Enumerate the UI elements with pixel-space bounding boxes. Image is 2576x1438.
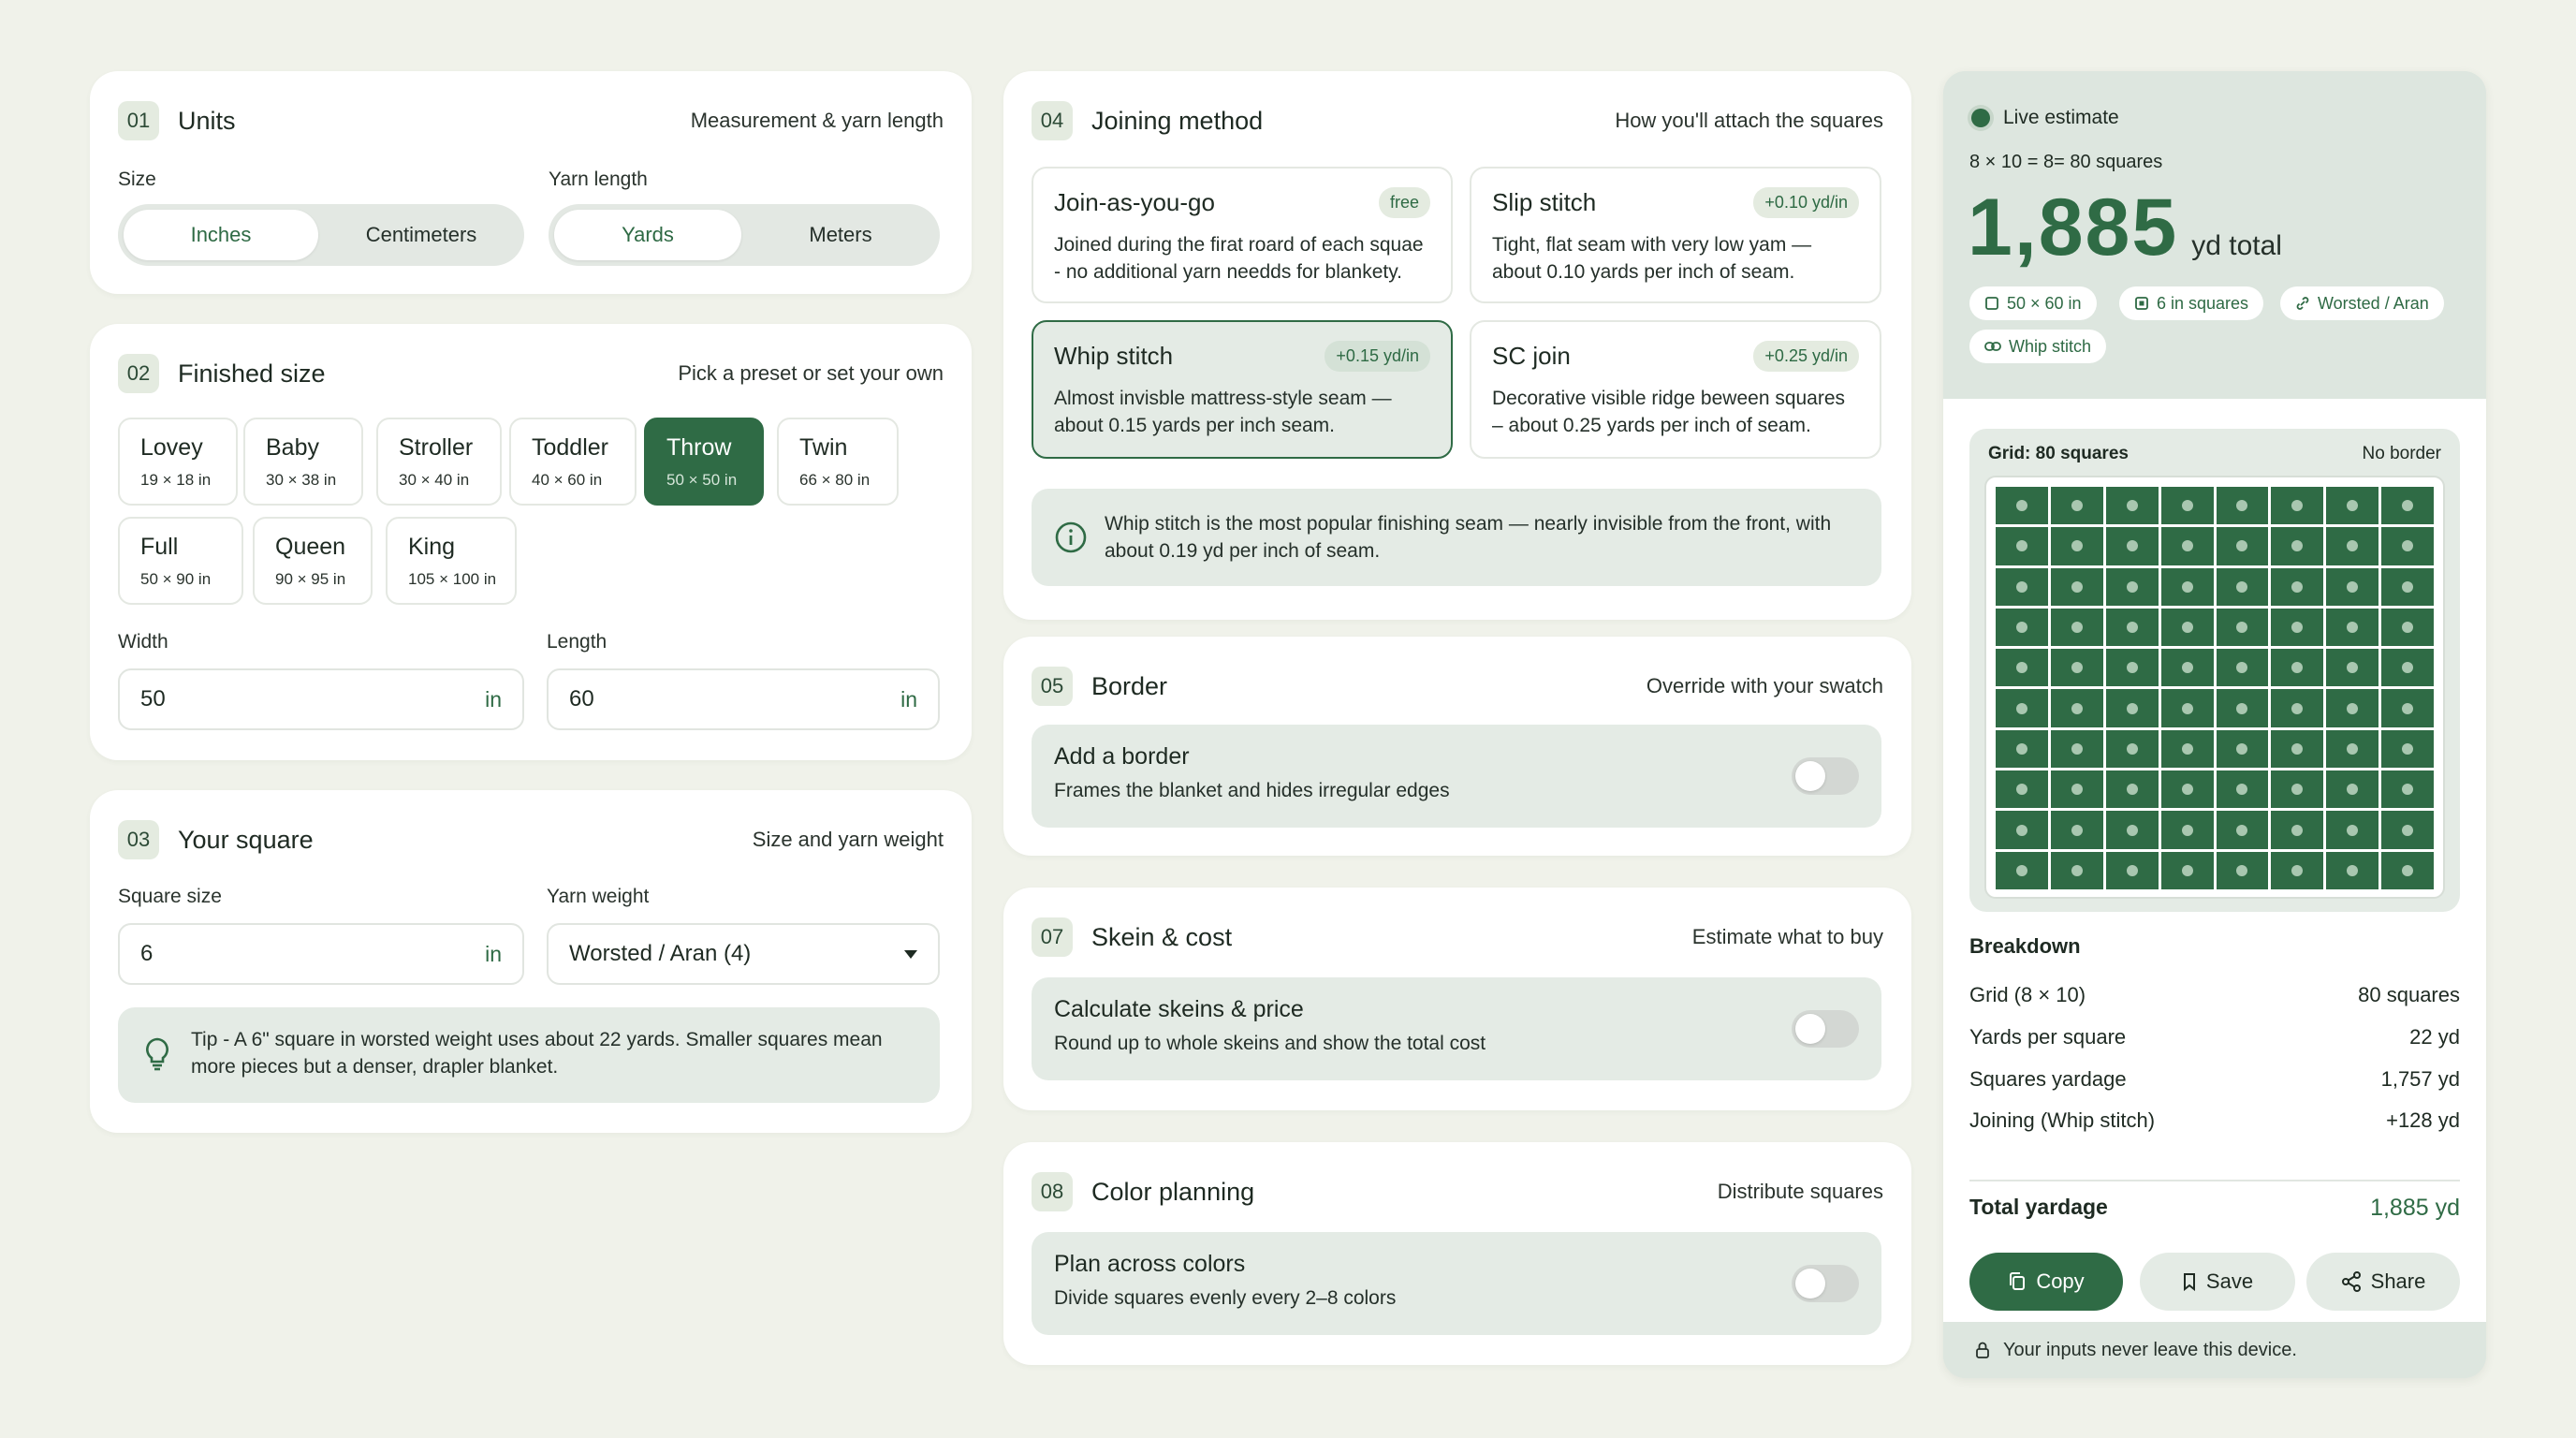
section-title: Skein & cost xyxy=(1091,922,1233,951)
chip-square-size xyxy=(2119,286,2263,320)
border-header xyxy=(1032,665,1883,708)
live-dot-icon xyxy=(1971,109,1990,127)
total-number: 1,885 xyxy=(1968,183,2179,272)
section-title: Your square xyxy=(178,825,314,854)
grid-square xyxy=(1996,730,2048,768)
breakdown-divider xyxy=(1969,1180,2460,1181)
crop-icon xyxy=(1984,296,1999,311)
section-number: 04 xyxy=(1032,101,1073,140)
section-number: 08 xyxy=(1032,1172,1073,1211)
grid-square xyxy=(1996,487,2048,524)
copy-label: Copy xyxy=(2036,1269,2085,1293)
grid-square xyxy=(2106,487,2159,524)
section-subtitle: How you'll attach the squares xyxy=(1615,109,1883,132)
grid-square xyxy=(2051,811,2103,848)
square-icon xyxy=(2134,296,2149,311)
section-number: 05 xyxy=(1032,667,1073,706)
grid-square xyxy=(2271,689,2323,726)
join-name: SC join xyxy=(1492,342,1571,370)
join-name: Join-as-you-go xyxy=(1054,188,1215,216)
section-title: Units xyxy=(178,106,236,135)
chip-yarn-weight xyxy=(2280,286,2444,320)
grid-square xyxy=(2326,770,2378,808)
live-label: Live estimate xyxy=(2003,107,2119,128)
grid-square xyxy=(2381,811,2434,848)
estimate-header xyxy=(1943,71,2486,399)
switch-knob xyxy=(1795,1014,1825,1044)
yarn-unit-toggle xyxy=(549,204,940,266)
square-size-value: 6 xyxy=(140,941,154,966)
yarn-length-label: Yarn length xyxy=(549,169,648,190)
preset-queen[interactable] xyxy=(253,517,373,605)
preset-name: Full xyxy=(140,534,179,560)
breakdown-row xyxy=(1969,1067,2460,1092)
grid-square xyxy=(2051,689,2103,726)
join-name: Whip stitch xyxy=(1054,342,1174,370)
section-title: Color planning xyxy=(1091,1177,1255,1206)
grid-square xyxy=(1996,852,2048,889)
grid-square xyxy=(2381,689,2434,726)
border-card xyxy=(1003,637,1911,856)
size-label: Size xyxy=(118,169,156,190)
grid-square xyxy=(2217,649,2269,686)
grid-square xyxy=(2381,487,2434,524)
toggle-desc: Frames the blanket and hides irregular edges xyxy=(1054,780,1450,801)
grid-square xyxy=(2271,770,2323,808)
grid-square xyxy=(2217,487,2269,524)
join-option-sc-join[interactable] xyxy=(1470,320,1881,459)
grid-square xyxy=(2217,770,2269,808)
breakdown-label: Joining (Whip stitch) xyxy=(1969,1108,2156,1132)
grid-square xyxy=(2381,527,2434,565)
breakdown-label: Squares yardage xyxy=(1969,1067,2127,1091)
border-toggle-row[interactable] xyxy=(1032,725,1881,828)
skein-card xyxy=(1003,888,1911,1110)
preset-king[interactable] xyxy=(386,517,517,605)
preset-dims: 30 × 40 in xyxy=(399,471,470,489)
share-label: Share xyxy=(2370,1269,2426,1293)
grid-square xyxy=(2326,852,2378,889)
preset-dims: 19 × 18 in xyxy=(140,471,212,489)
grid-square xyxy=(2271,568,2323,606)
toggle-desc: Round up to whole skeins and show the total cost xyxy=(1054,1033,1486,1054)
preset-name: Twin xyxy=(799,434,848,461)
grid-square xyxy=(2161,689,2214,726)
breakdown-row xyxy=(1969,983,2460,1007)
section-number: 02 xyxy=(118,354,159,393)
bookmark-icon xyxy=(2182,1272,2197,1291)
color-card xyxy=(1003,1142,1911,1365)
grid-square xyxy=(2217,730,2269,768)
finished-size-card xyxy=(90,324,972,760)
grid-square xyxy=(2381,649,2434,686)
grid-square xyxy=(2381,770,2434,808)
section-subtitle: Measurement & yarn length xyxy=(690,109,944,132)
grid-square xyxy=(2051,649,2103,686)
square-size-label: Square size xyxy=(118,886,222,907)
preset-name: Toddler xyxy=(532,434,608,461)
units-card xyxy=(90,71,972,294)
grid-square xyxy=(2326,649,2378,686)
section-title: Border xyxy=(1091,671,1168,700)
grid-square xyxy=(2161,609,2214,646)
size-option-inches[interactable]: Inches xyxy=(124,210,318,260)
breakdown-value: 22 yd xyxy=(2409,1025,2460,1049)
preset-dims: 40 × 60 in xyxy=(532,471,603,489)
section-subtitle: Distribute squares xyxy=(1717,1180,1883,1203)
preset-throw[interactable] xyxy=(644,418,764,506)
tip-text: Tip - A 6" square in worsted weight uses about 22 yards. Smaller squares mean more pieces but a denser, drapler blanket. xyxy=(191,1029,883,1078)
chip-dimensions xyxy=(1969,286,2097,320)
breakdown-value: 1,757 yd xyxy=(2380,1067,2460,1091)
yarn-weight-select[interactable] xyxy=(547,923,940,985)
grid-square xyxy=(2051,527,2103,565)
section-number: 07 xyxy=(1032,917,1073,957)
grid-square xyxy=(2051,487,2103,524)
joining-card xyxy=(1003,71,1911,620)
grid-square xyxy=(2381,852,2434,889)
breakdown-row xyxy=(1969,1025,2460,1049)
total-yardage-value: 1,885 yd xyxy=(2370,1195,2460,1221)
grid-square xyxy=(2161,527,2214,565)
total-estimate xyxy=(1968,182,2282,274)
grid-square xyxy=(2326,609,2378,646)
save-button[interactable] xyxy=(2140,1253,2295,1311)
grid-square xyxy=(2326,730,2378,768)
toggle-title: Add a border xyxy=(1054,743,1190,770)
total-yardage-label: Total yardage xyxy=(1969,1195,2108,1219)
grid-square xyxy=(2106,852,2159,889)
link-icon xyxy=(2295,296,2310,311)
join-desc: Tight, flat seam with very low yam — about 0.10 yards per inch of seam. xyxy=(1492,234,1812,283)
toggle-title: Calculate skeins & price xyxy=(1054,996,1304,1022)
total-yardage-row xyxy=(1969,1195,2460,1222)
preset-dims: 30 × 38 in xyxy=(266,471,337,489)
section-subtitle: Size and yarn weight xyxy=(752,828,944,851)
grid-square xyxy=(2051,852,2103,889)
join-badge: free xyxy=(1379,187,1430,218)
join-option-slip-stitch[interactable] xyxy=(1470,167,1881,303)
preset-dims: 105 × 100 in xyxy=(408,570,497,588)
grid-square xyxy=(2106,730,2159,768)
chip-text: 50 × 60 in xyxy=(2007,293,2082,313)
breakdown-row xyxy=(1969,1108,2460,1133)
grid-square xyxy=(2161,649,2214,686)
join-name: Slip stitch xyxy=(1492,188,1597,216)
breakdown-value: +128 yd xyxy=(2386,1108,2460,1132)
copy-button[interactable] xyxy=(1969,1253,2123,1311)
grid-square xyxy=(2326,527,2378,565)
joining-info-text: Whip stitch is the most popular finishing seam — nearly invisible from the front, with about 0.19 yd per inch of seam. xyxy=(1105,513,1832,562)
breakdown-label: Yards per square xyxy=(1969,1025,2127,1049)
grid-square xyxy=(2271,527,2323,565)
live-indicator xyxy=(1971,107,2119,129)
grid-square xyxy=(2326,568,2378,606)
grid-square xyxy=(2271,487,2323,524)
info-icon xyxy=(1054,521,1088,554)
grid-square xyxy=(2381,568,2434,606)
grid-square xyxy=(2381,609,2434,646)
chain-icon xyxy=(1984,340,2001,353)
join-option-join-as-you-go[interactable] xyxy=(1032,167,1453,303)
border-status: No border xyxy=(2362,444,2441,463)
join-badge: +0.10 yd/in xyxy=(1753,187,1859,218)
preset-dims: 90 × 95 in xyxy=(275,570,346,588)
grid-square xyxy=(2161,730,2214,768)
grid-square xyxy=(1996,770,2048,808)
grid-square xyxy=(2217,811,2269,848)
preset-full[interactable] xyxy=(118,517,243,605)
grid-square xyxy=(2217,689,2269,726)
section-subtitle: Estimate what to buy xyxy=(1691,925,1883,948)
preset-dims: 50 × 50 in xyxy=(666,471,738,489)
grid-square xyxy=(2106,770,2159,808)
grid-square xyxy=(2106,527,2159,565)
privacy-footer xyxy=(1943,1322,2486,1378)
grid-frame xyxy=(1984,476,2445,899)
grid-square xyxy=(2051,770,2103,808)
grid-square xyxy=(2326,811,2378,848)
grid-square xyxy=(2051,730,2103,768)
estimate-panel xyxy=(1943,71,2486,1378)
grid-square xyxy=(2051,609,2103,646)
breakdown-label: Grid (8 × 10) xyxy=(1969,983,2086,1006)
grid-square xyxy=(2106,568,2159,606)
grid-square xyxy=(2106,689,2159,726)
switch-knob xyxy=(1795,1269,1825,1299)
grid-square xyxy=(2271,852,2323,889)
grid-square xyxy=(1996,568,2048,606)
length-input[interactable] xyxy=(547,668,940,730)
grid-square xyxy=(2217,609,2269,646)
preset-name: Queen xyxy=(275,534,346,560)
chip-join-method xyxy=(1969,330,2106,363)
join-badge: +0.25 yd/in xyxy=(1753,341,1859,372)
save-label: Save xyxy=(2205,1269,2254,1293)
finished-header xyxy=(118,352,944,395)
grid-square xyxy=(2106,649,2159,686)
grid-square xyxy=(2271,811,2323,848)
grid-square xyxy=(2161,487,2214,524)
grid-square xyxy=(2106,609,2159,646)
grid-square xyxy=(2271,730,2323,768)
grid-square xyxy=(2161,770,2214,808)
grid-square xyxy=(2161,568,2214,606)
chevron-down-icon xyxy=(904,950,917,959)
chip-text: 6 in squares xyxy=(2157,293,2249,313)
grid-square xyxy=(2217,852,2269,889)
color-header xyxy=(1032,1170,1883,1213)
border-switch[interactable] xyxy=(1792,757,1859,795)
grid-square xyxy=(2051,568,2103,606)
preset-toddler[interactable] xyxy=(509,418,637,506)
grid-square xyxy=(2161,852,2214,889)
share-icon xyxy=(2341,1271,2362,1292)
skein-toggle-row[interactable] xyxy=(1032,977,1881,1080)
lock-icon xyxy=(1975,1341,1990,1359)
share-button[interactable] xyxy=(2306,1253,2460,1311)
square-size-unit: in xyxy=(485,941,502,966)
size-option-centimeters[interactable]: Centimeters xyxy=(365,223,477,246)
size-unit-toggle xyxy=(118,204,524,266)
join-desc: Decorative visible ridge beween squares – about 0.25 yards per inch of seam. xyxy=(1492,388,1846,436)
length-unit: in xyxy=(900,686,917,712)
switch-knob xyxy=(1795,761,1825,791)
square-grid xyxy=(1996,487,2434,889)
grid-square xyxy=(1996,811,2048,848)
yarn-weight-value: Worsted / Aran (4) xyxy=(569,941,752,966)
width-label: Width xyxy=(118,631,168,653)
skein-switch[interactable] xyxy=(1792,1010,1859,1048)
grid-square xyxy=(2161,811,2214,848)
preset-lovey[interactable] xyxy=(118,418,238,506)
grid-label: Grid: 80 squares xyxy=(1988,444,2129,463)
section-title: Finished size xyxy=(178,359,326,388)
grid-square xyxy=(2381,730,2434,768)
privacy-text: Your inputs never leave this device. xyxy=(2003,1339,2297,1360)
grid-square xyxy=(2271,609,2323,646)
section-subtitle: Override with your swatch xyxy=(1646,674,1883,697)
copy-icon xyxy=(2008,1271,2027,1292)
skein-header xyxy=(1032,916,1883,959)
grid-square xyxy=(2106,811,2159,848)
grid-square xyxy=(2271,649,2323,686)
section-title: Joining method xyxy=(1091,106,1264,135)
units-header xyxy=(118,99,944,142)
preset-baby[interactable] xyxy=(243,418,363,506)
square-header xyxy=(118,818,944,861)
square-size-input[interactable] xyxy=(118,923,524,985)
preset-name: Throw xyxy=(666,434,732,461)
yarn-option-yards[interactable]: Yards xyxy=(554,210,741,260)
preset-dims: 50 × 90 in xyxy=(140,570,212,588)
section-number: 03 xyxy=(118,820,159,859)
join-desc: Joined during the firat roard of each squae - no additional yarn needds for blankety. xyxy=(1054,234,1424,283)
chip-text: Worsted / Aran xyxy=(2318,293,2429,313)
length-value: 60 xyxy=(569,686,594,712)
tip-box xyxy=(118,1007,940,1103)
join-desc: Almost invisble mattress-style seam — about 0.15 yards per inch seam. xyxy=(1054,388,1392,436)
grid-square xyxy=(2326,689,2378,726)
breakdown-value: 80 squares xyxy=(2358,983,2460,1006)
color-switch[interactable] xyxy=(1792,1265,1859,1302)
preset-name: Lovey xyxy=(140,434,203,461)
joining-header xyxy=(1032,99,1883,142)
yarn-option-meters[interactable]: Meters xyxy=(809,223,872,246)
preset-name: King xyxy=(408,534,456,560)
width-unit: in xyxy=(485,686,502,712)
grid-square xyxy=(1996,649,2048,686)
length-label: Length xyxy=(547,631,607,653)
chip-text: Whip stitch xyxy=(2009,336,2092,356)
preset-name: Stroller xyxy=(399,434,474,461)
breakdown-title: Breakdown xyxy=(1969,934,2081,958)
join-option-whip-stitch[interactable] xyxy=(1032,320,1453,459)
grid-square xyxy=(2217,568,2269,606)
joining-info-box xyxy=(1032,489,1881,586)
color-toggle-row[interactable] xyxy=(1032,1232,1881,1335)
width-value: 50 xyxy=(140,686,166,712)
grid-square xyxy=(1996,527,2048,565)
preset-name: Baby xyxy=(266,434,319,461)
grid-square xyxy=(2326,487,2378,524)
grid-square xyxy=(1996,609,2048,646)
square-formula: 8 × 10 = 8= 80 squares xyxy=(1969,152,2163,172)
width-input[interactable] xyxy=(118,668,524,730)
toggle-title: Plan across colors xyxy=(1054,1251,1246,1277)
lightbulb-icon xyxy=(140,1035,174,1073)
section-number: 01 xyxy=(118,101,159,140)
preset-stroller[interactable] xyxy=(376,418,502,506)
yarn-weight-label: Yarn weight xyxy=(547,886,650,907)
total-unit: yd total xyxy=(2191,230,2282,261)
preset-dims: 66 × 80 in xyxy=(799,471,871,489)
join-badge: +0.15 yd/in xyxy=(1325,341,1430,372)
toggle-desc: Divide squares evenly every 2–8 colors xyxy=(1054,1287,1397,1309)
square-card xyxy=(90,790,972,1133)
section-subtitle: Pick a preset or set your own xyxy=(678,361,944,385)
grid-preview xyxy=(1969,429,2460,912)
preset-twin[interactable] xyxy=(777,418,899,506)
grid-square xyxy=(2217,527,2269,565)
grid-square xyxy=(1996,689,2048,726)
